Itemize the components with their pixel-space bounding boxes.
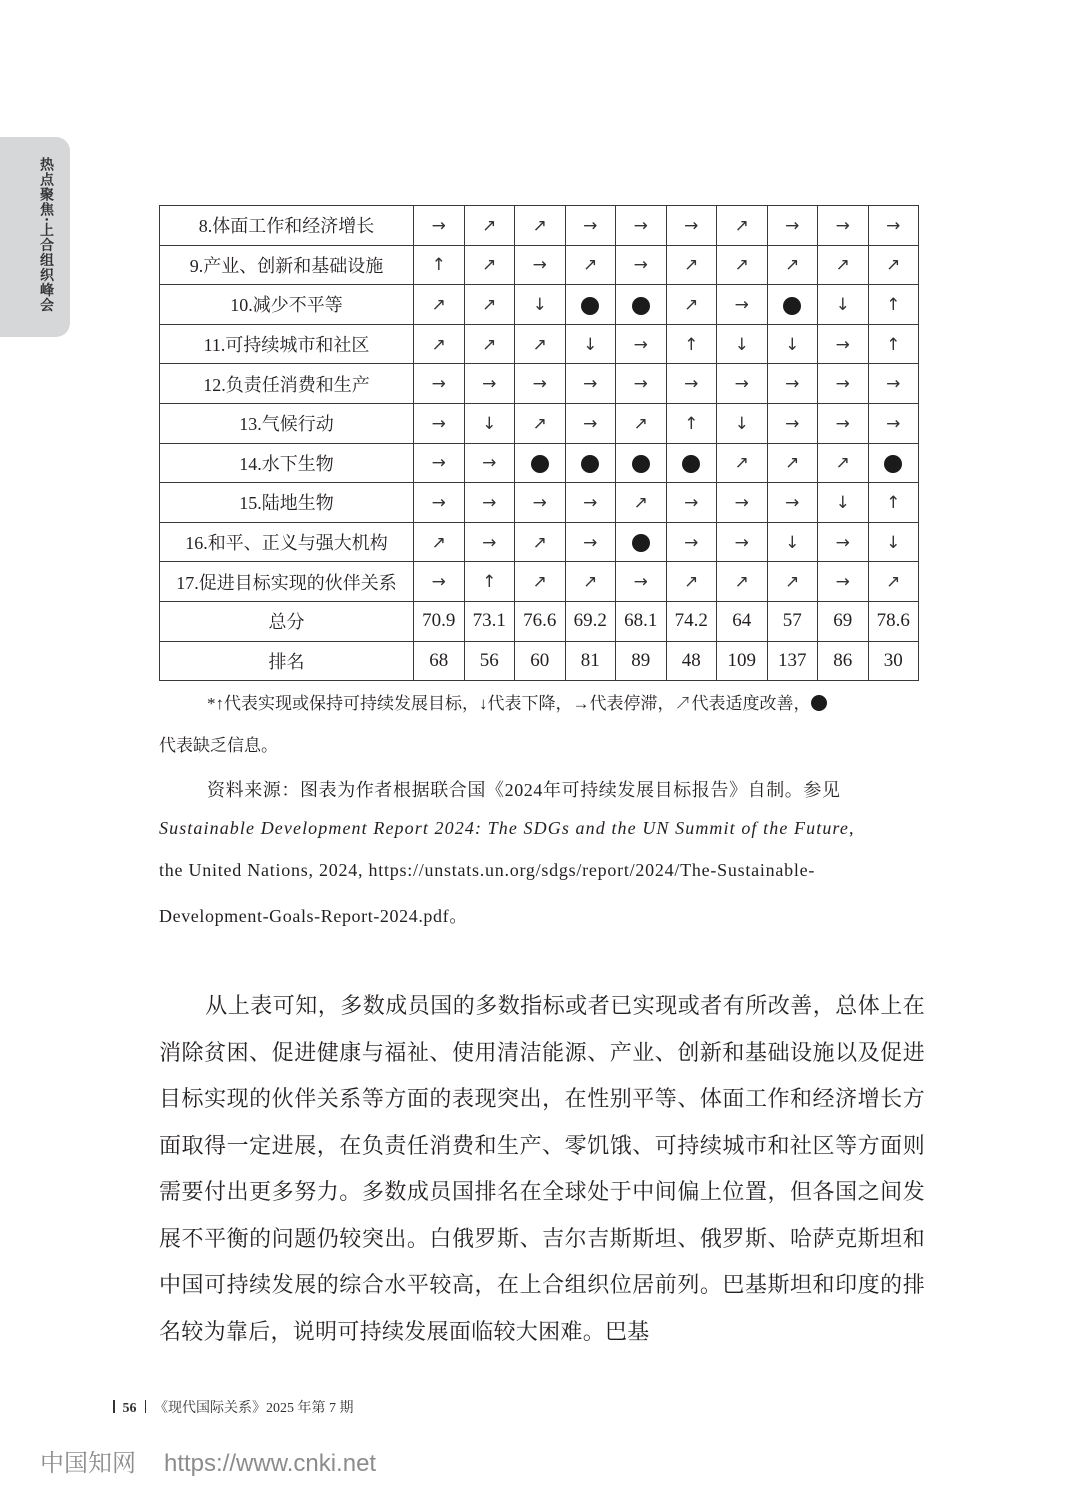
- rank-value: [565, 641, 616, 681]
- arrow-right-icon: →: [684, 215, 699, 236]
- page-footer: [105, 1397, 354, 1417]
- arrow-up-right-icon: ↗: [482, 294, 497, 315]
- table-legend-note: [159, 683, 925, 767]
- trend-cell: [666, 522, 717, 562]
- cell-missing-info: [616, 285, 667, 325]
- watermark-brand: 中国知网: [40, 1450, 136, 1477]
- arrow-up-right-icon: ↗: [734, 572, 749, 593]
- legend-line-2: 代表缺乏信息。: [159, 736, 278, 755]
- arrow-right-icon: →: [482, 453, 497, 474]
- trend-cell: [414, 483, 465, 523]
- trend-cell: [666, 364, 717, 404]
- trend-cell: [767, 245, 818, 285]
- arrow-right-icon: →: [431, 215, 446, 236]
- total-score-value: [616, 601, 667, 641]
- row-label: 10.减少不平等: [160, 285, 414, 325]
- body-paragraph: [159, 983, 925, 1355]
- arrow-up-right-icon: ↗: [532, 532, 547, 553]
- trend-cell: [717, 364, 768, 404]
- trend-cell: [767, 206, 818, 246]
- arrow-down-icon: ↓: [785, 532, 800, 553]
- trend-cell: [717, 483, 768, 523]
- total-score-row: [160, 601, 919, 641]
- trend-cell: [414, 522, 465, 562]
- trend-cell: [616, 324, 667, 364]
- trend-cell: [414, 443, 465, 483]
- trend-cell: [717, 443, 768, 483]
- arrow-up-right-icon: ↗: [684, 572, 699, 593]
- arrow-down-icon: ↓: [734, 413, 749, 434]
- arrow-down-icon: ↓: [785, 334, 800, 355]
- trend-cell: [818, 483, 869, 523]
- rank-number: 56: [479, 649, 499, 671]
- table-row: [160, 483, 919, 523]
- cell-missing-info: [616, 522, 667, 562]
- arrow-up-icon: ↑: [684, 413, 699, 434]
- arrow-right-icon: →: [583, 413, 598, 434]
- arrow-right-icon: →: [583, 492, 598, 513]
- trend-cell: [717, 522, 768, 562]
- total-score-value: [414, 601, 465, 641]
- rank-number: 48: [681, 649, 701, 671]
- trend-cell: [464, 364, 515, 404]
- rank-value: [767, 641, 818, 681]
- table-row: [160, 562, 919, 602]
- trend-cell: [717, 562, 768, 602]
- trend-cell: [515, 483, 566, 523]
- page-number: 56: [122, 1401, 137, 1416]
- rank-number: 109: [727, 649, 756, 671]
- trend-cell: [464, 403, 515, 443]
- arrow-right-icon: →: [734, 492, 749, 513]
- arrow-right-icon: →: [835, 532, 850, 553]
- total-score-number: 68.1: [624, 610, 658, 632]
- trend-cell: [515, 245, 566, 285]
- arrow-right-icon: →: [633, 374, 648, 395]
- trend-cell: [818, 285, 869, 325]
- arrow-right-icon: →: [684, 374, 699, 395]
- table-row: [160, 206, 919, 246]
- arrow-up-right-icon: ↗: [633, 492, 648, 513]
- missing-info-dot-icon: [632, 455, 650, 473]
- row-label: 14.水下生物: [160, 443, 414, 483]
- trend-cell: [464, 285, 515, 325]
- arrow-down-icon: ↓: [532, 294, 547, 315]
- arrow-right-icon: →: [633, 334, 648, 355]
- trend-cell: [767, 483, 818, 523]
- row-label: 16.和平、正义与强大机构: [160, 522, 414, 562]
- missing-info-dot-icon: [632, 534, 650, 552]
- cell-missing-info: [616, 443, 667, 483]
- trend-cell: [717, 206, 768, 246]
- source-line-3: [159, 860, 925, 881]
- arrow-right-icon: →: [482, 374, 497, 395]
- legend-line-1: *↑代表实现或保持可持续发展目标，↓代表下降，→代表停滞，↗代表适度改善，: [207, 694, 811, 713]
- arrow-up-right-icon: ↗: [684, 255, 699, 276]
- arrow-up-right-icon: ↗: [835, 255, 850, 276]
- rank-value: [717, 641, 768, 681]
- arrow-right-icon: →: [583, 215, 598, 236]
- rank-value: [515, 641, 566, 681]
- arrow-up-right-icon: ↗: [431, 294, 446, 315]
- trend-cell: [818, 324, 869, 364]
- trend-cell: [666, 483, 717, 523]
- section-side-tab: [0, 137, 70, 337]
- table-row: [160, 443, 919, 483]
- trend-cell: [818, 364, 869, 404]
- trend-cell: [818, 245, 869, 285]
- arrow-up-right-icon: ↗: [886, 572, 901, 593]
- missing-info-dot-icon: [632, 297, 650, 315]
- arrow-up-right-icon: ↗: [583, 572, 598, 593]
- arrow-up-right-icon: ↗: [482, 334, 497, 355]
- arrow-right-icon: →: [431, 492, 446, 513]
- arrow-right-icon: →: [532, 374, 547, 395]
- trend-cell: [868, 324, 919, 364]
- arrow-right-icon: →: [633, 255, 648, 276]
- footer-divider: [113, 1400, 115, 1413]
- trend-cell: [515, 562, 566, 602]
- arrow-up-right-icon: ↗: [633, 413, 648, 434]
- total-score-value: [767, 601, 818, 641]
- arrow-right-icon: →: [431, 453, 446, 474]
- trend-cell: [868, 403, 919, 443]
- table-row: [160, 245, 919, 285]
- arrow-up-right-icon: ↗: [734, 255, 749, 276]
- row-label: 15.陆地生物: [160, 483, 414, 523]
- trend-cell: [565, 206, 616, 246]
- table-row: [160, 364, 919, 404]
- arrow-right-icon: →: [785, 374, 800, 395]
- trend-cell: [414, 364, 465, 404]
- trend-cell: [868, 206, 919, 246]
- missing-info-dot-icon: [531, 455, 549, 473]
- arrow-right-icon: →: [734, 532, 749, 553]
- arrow-right-icon: →: [482, 492, 497, 513]
- sdg-trend-table: [159, 205, 919, 681]
- trend-cell: [565, 522, 616, 562]
- arrow-down-icon: ↓: [482, 413, 497, 434]
- trend-cell: [767, 324, 818, 364]
- arrow-right-icon: →: [482, 532, 497, 553]
- row-label: 12.负责任消费和生产: [160, 364, 414, 404]
- trend-cell: [767, 403, 818, 443]
- arrow-right-icon: →: [684, 492, 699, 513]
- arrow-right-icon: →: [886, 215, 901, 236]
- arrow-up-right-icon: ↗: [431, 334, 446, 355]
- trend-cell: [464, 324, 515, 364]
- row-label: 8.体面工作和经济增长: [160, 206, 414, 246]
- table-row: [160, 285, 919, 325]
- trend-cell: [818, 443, 869, 483]
- total-score-value: [666, 601, 717, 641]
- trend-cell: [616, 403, 667, 443]
- row-label: 9.产业、创新和基础设施: [160, 245, 414, 285]
- cnki-watermark: [40, 1443, 376, 1478]
- arrow-right-icon: →: [532, 492, 547, 513]
- trend-cell: [414, 403, 465, 443]
- arrow-up-icon: ↑: [886, 334, 901, 355]
- trend-cell: [414, 245, 465, 285]
- missing-info-dot-icon: [581, 297, 599, 315]
- arrow-right-icon: →: [835, 572, 850, 593]
- missing-info-dot-icon: [811, 695, 827, 711]
- rank-number: 137: [778, 649, 807, 671]
- arrow-right-icon: →: [431, 413, 446, 434]
- arrow-right-icon: →: [583, 532, 598, 553]
- trend-cell: [464, 206, 515, 246]
- arrow-down-icon: ↓: [734, 334, 749, 355]
- body-paragraph-text: 从上表可知，多数成员国的多数指标或者已实现或者有所改善，总体上在消除贫困、促进健康与福祉、使用清洁能源、产业、创新和基础设施以及促进目标实现的伙伴关系等方面的表现突出，在性别平等、体面工作和经济增长方面取得一定进展，在负责任消费和生产、零饥饿、可持续城市和社区等方面则需要付出更多努力。多数成员国排名在全球处于中间偏上位置，但各国之间发展不平衡的问题仍较突出。白俄罗斯、吉尔吉斯斯坦、俄罗斯、哈萨克斯坦和中国可持续发展的综合水平较高，在上合组织位居前列。巴基斯坦和印度的排名较为靠后，说明可持续发展面临较大困难。巴基: [159, 993, 925, 1344]
- arrow-up-icon: ↑: [684, 334, 699, 355]
- source-url-part-2: Development-Goals-Report-2024.pdf。: [159, 906, 468, 926]
- trend-cell: [818, 206, 869, 246]
- rank-value: [666, 641, 717, 681]
- trend-cell: [767, 443, 818, 483]
- source-text: 资料来源：图表为作者根据联合国《2024年可持续发展目标报告》自制。参见: [207, 780, 841, 800]
- trend-cell: [464, 443, 515, 483]
- source-comma: ,: [848, 818, 855, 838]
- trend-cell: [464, 562, 515, 602]
- arrow-up-right-icon: ↗: [785, 572, 800, 593]
- trend-cell: [868, 245, 919, 285]
- arrow-down-icon: ↓: [835, 294, 850, 315]
- arrow-up-right-icon: ↗: [532, 334, 547, 355]
- cell-missing-info: [666, 443, 717, 483]
- rank-number: 81: [580, 649, 600, 671]
- rank-number: 60: [530, 649, 550, 671]
- trend-cell: [515, 285, 566, 325]
- trend-cell: [616, 206, 667, 246]
- arrow-right-icon: →: [684, 532, 699, 553]
- source-url-part-1: the United Nations, 2024, https://unstats.un.org/sdgs/report/2024/The-Sustainable-: [159, 860, 816, 880]
- trend-cell: [818, 522, 869, 562]
- cell-missing-info: [515, 443, 566, 483]
- source-line-2: [159, 818, 925, 839]
- trend-cell: [767, 522, 818, 562]
- rank-number: 30: [883, 649, 903, 671]
- trend-cell: [515, 403, 566, 443]
- arrow-up-right-icon: ↗: [532, 572, 547, 593]
- arrow-down-icon: ↓: [886, 532, 901, 553]
- rank-row: [160, 641, 919, 681]
- missing-info-dot-icon: [783, 297, 801, 315]
- trend-cell: [565, 403, 616, 443]
- arrow-up-right-icon: ↗: [482, 255, 497, 276]
- arrow-right-icon: →: [886, 374, 901, 395]
- trend-cell: [464, 245, 515, 285]
- arrow-right-icon: →: [431, 572, 446, 593]
- trend-cell: [414, 562, 465, 602]
- total-score-number: 73.1: [472, 610, 506, 632]
- cell-missing-info: [767, 285, 818, 325]
- arrow-up-icon: ↑: [886, 294, 901, 315]
- trend-cell: [515, 364, 566, 404]
- arrow-down-icon: ↓: [583, 334, 598, 355]
- section-side-tab-label: 热点聚焦·上合组织峰会: [38, 157, 54, 313]
- arrow-right-icon: →: [835, 374, 850, 395]
- trend-cell: [565, 364, 616, 404]
- rank-value: [818, 641, 869, 681]
- total-score-number: 64: [732, 610, 752, 632]
- total-score-number: 70.9: [422, 610, 456, 632]
- trend-cell: [666, 324, 717, 364]
- total-score-value: [464, 601, 515, 641]
- trend-cell: [818, 403, 869, 443]
- row-label: 排名: [160, 641, 414, 681]
- arrow-right-icon: →: [835, 413, 850, 434]
- trend-cell: [515, 324, 566, 364]
- trend-cell: [717, 403, 768, 443]
- total-score-number: 69: [833, 610, 853, 632]
- cell-missing-info: [565, 285, 616, 325]
- total-score-number: 76.6: [523, 610, 557, 632]
- trend-cell: [868, 285, 919, 325]
- cell-missing-info: [868, 443, 919, 483]
- trend-cell: [616, 245, 667, 285]
- total-score-number: 69.2: [573, 610, 607, 632]
- trend-cell: [565, 245, 616, 285]
- arrow-right-icon: →: [734, 374, 749, 395]
- arrow-up-right-icon: ↗: [482, 215, 497, 236]
- row-label: 13.气候行动: [160, 403, 414, 443]
- row-label: 总分: [160, 601, 414, 641]
- arrow-right-icon: →: [835, 334, 850, 355]
- arrow-up-right-icon: ↗: [431, 532, 446, 553]
- row-label: 11.可持续城市和社区: [160, 324, 414, 364]
- row-label: 17.促进目标实现的伙伴关系: [160, 562, 414, 602]
- trend-cell: [515, 206, 566, 246]
- arrow-right-icon: →: [835, 215, 850, 236]
- rank-value: [868, 641, 919, 681]
- arrow-up-icon: ↑: [431, 255, 446, 276]
- trend-cell: [767, 364, 818, 404]
- trend-cell: [464, 483, 515, 523]
- trend-cell: [868, 483, 919, 523]
- arrow-right-icon: →: [431, 374, 446, 395]
- arrow-up-right-icon: ↗: [785, 453, 800, 474]
- trend-cell: [666, 206, 717, 246]
- arrow-right-icon: →: [734, 294, 749, 315]
- total-score-number: 74.2: [674, 610, 708, 632]
- arrow-right-icon: →: [886, 413, 901, 434]
- trend-cell: [414, 285, 465, 325]
- rank-value: [616, 641, 667, 681]
- rank-number: 89: [631, 649, 651, 671]
- arrow-up-right-icon: ↗: [583, 255, 598, 276]
- trend-cell: [414, 324, 465, 364]
- arrow-up-right-icon: ↗: [532, 413, 547, 434]
- arrow-up-right-icon: ↗: [532, 215, 547, 236]
- watermark-url: https://www.cnki.net: [164, 1450, 377, 1477]
- missing-info-dot-icon: [682, 455, 700, 473]
- trend-cell: [515, 522, 566, 562]
- arrow-down-icon: ↓: [835, 492, 850, 513]
- arrow-up-right-icon: ↗: [734, 453, 749, 474]
- arrow-up-right-icon: ↗: [785, 255, 800, 276]
- arrow-right-icon: →: [785, 215, 800, 236]
- rank-number: 86: [833, 649, 853, 671]
- source-line-1: [159, 776, 925, 802]
- arrow-up-right-icon: ↗: [886, 255, 901, 276]
- total-score-value: [565, 601, 616, 641]
- trend-cell: [717, 324, 768, 364]
- arrow-up-right-icon: ↗: [684, 294, 699, 315]
- arrow-right-icon: →: [532, 255, 547, 276]
- trend-cell: [717, 285, 768, 325]
- trend-cell: [868, 364, 919, 404]
- trend-cell: [565, 483, 616, 523]
- arrow-right-icon: →: [583, 374, 598, 395]
- rank-value: [414, 641, 465, 681]
- journal-issue: 《现代国际关系》2025 年第 7 期: [154, 1401, 354, 1416]
- table-row: [160, 324, 919, 364]
- total-score-value: [868, 601, 919, 641]
- table-row: [160, 522, 919, 562]
- footer-divider: [145, 1400, 147, 1413]
- cell-missing-info: [565, 443, 616, 483]
- arrow-up-icon: ↑: [482, 572, 497, 593]
- total-score-value: [515, 601, 566, 641]
- trend-cell: [616, 483, 667, 523]
- missing-info-dot-icon: [581, 455, 599, 473]
- table-row: [160, 403, 919, 443]
- trend-cell: [767, 562, 818, 602]
- arrow-right-icon: →: [785, 492, 800, 513]
- total-score-number: 78.6: [876, 610, 910, 632]
- trend-cell: [616, 364, 667, 404]
- trend-cell: [666, 245, 717, 285]
- trend-cell: [565, 324, 616, 364]
- arrow-up-right-icon: ↗: [835, 453, 850, 474]
- trend-cell: [868, 522, 919, 562]
- total-score-number: 57: [782, 610, 802, 632]
- source-report-title: Sustainable Development Report 2024: The SDGs and the UN Summit of the Future: [159, 818, 849, 838]
- trend-cell: [717, 245, 768, 285]
- trend-cell: [666, 403, 717, 443]
- arrow-right-icon: →: [633, 572, 648, 593]
- missing-info-dot-icon: [884, 455, 902, 473]
- trend-cell: [414, 206, 465, 246]
- source-line-4: [159, 902, 925, 928]
- trend-cell: [464, 522, 515, 562]
- arrow-right-icon: →: [633, 215, 648, 236]
- arrow-right-icon: →: [785, 413, 800, 434]
- trend-cell: [818, 562, 869, 602]
- total-score-value: [818, 601, 869, 641]
- rank-number: 68: [429, 649, 449, 671]
- trend-cell: [666, 285, 717, 325]
- trend-cell: [868, 562, 919, 602]
- trend-cell: [565, 562, 616, 602]
- trend-cell: [666, 562, 717, 602]
- arrow-up-right-icon: ↗: [734, 215, 749, 236]
- trend-cell: [616, 562, 667, 602]
- total-score-value: [717, 601, 768, 641]
- arrow-up-icon: ↑: [886, 492, 901, 513]
- rank-value: [464, 641, 515, 681]
